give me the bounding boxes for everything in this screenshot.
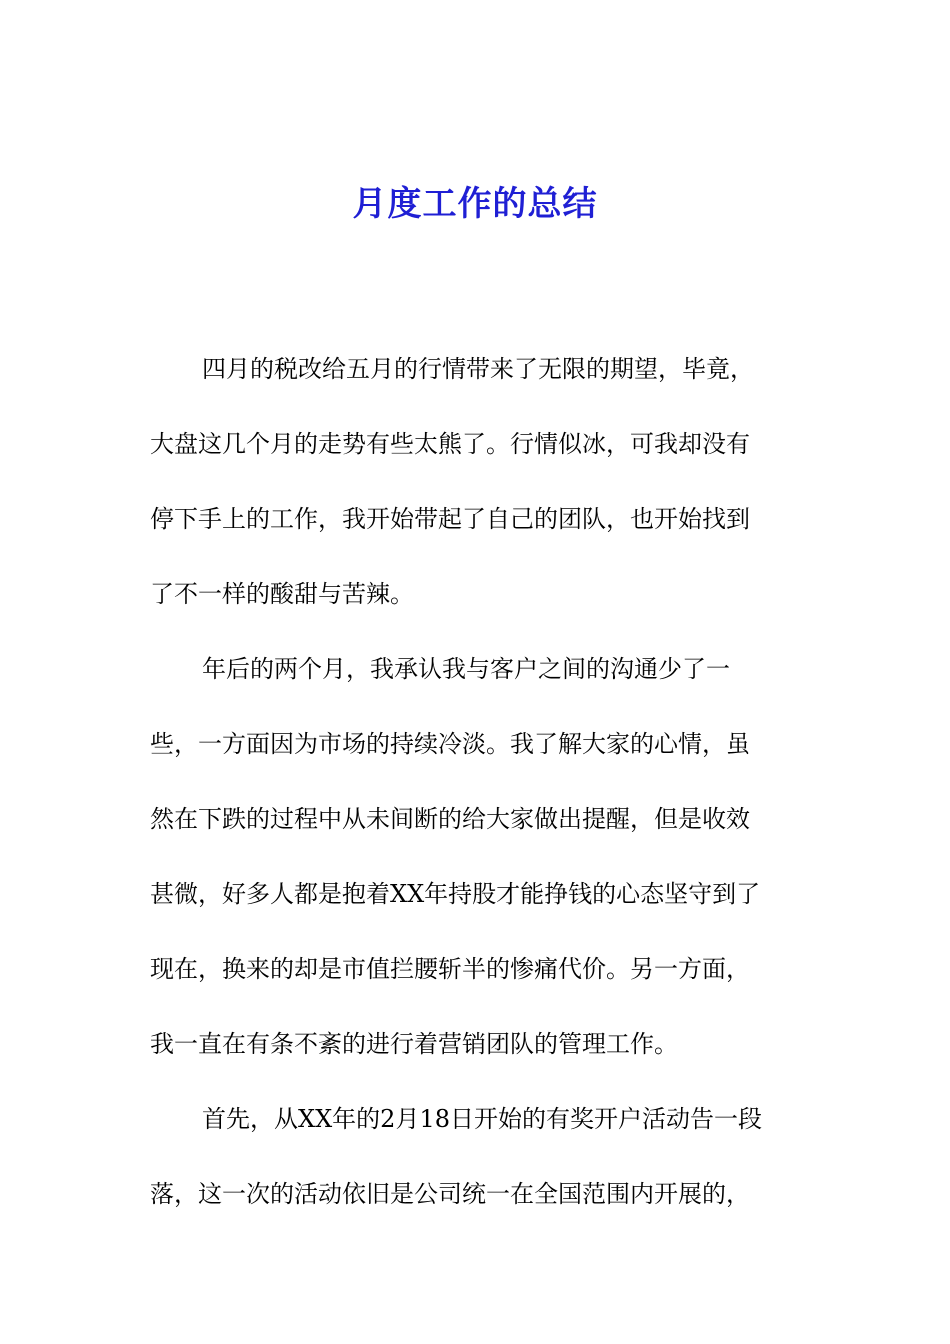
body-line-10: 我一直在有条不紊的进行着营销团队的管理工作。 [150, 1030, 678, 1058]
body-line-4: 了不一样的酸甜与苦辣。 [150, 580, 414, 608]
body-line-3: 停下手上的工作，我开始带起了自己的团队，也开始找到 [150, 505, 750, 533]
body-line-5: 年后的两个月，我承认我与客户之间的沟通少了一 [202, 655, 730, 683]
document-title: 月度工作的总结 [352, 184, 598, 224]
body-line-9: 现在，换来的却是市值拦腰斩半的惨痛代价。另一方面， [150, 955, 750, 983]
body-line-11: 首先，从XX年的2月18日开始的有奖开户活动告一段 [202, 1105, 762, 1133]
body-line-7: 然在下跌的过程中从未间断的给大家做出提醒，但是收效 [150, 805, 750, 833]
body-line-2: 大盘这几个月的走势有些太熊了。行情似冰，可我却没有 [150, 430, 750, 458]
body-line-12: 落，这一次的活动依旧是公司统一在全国范围内开展的， [150, 1180, 750, 1208]
body-line-6: 些，一方面因为市场的持续冷淡。我了解大家的心情，虽 [150, 730, 750, 758]
body-line-8: 甚微，好多人都是抱着XX年持股才能挣钱的心态坚守到了 [150, 880, 761, 908]
body-line-1: 四月的税改给五月的行情带来了无限的期望，毕竟， [202, 355, 754, 383]
document-body [150, 332, 810, 1232]
